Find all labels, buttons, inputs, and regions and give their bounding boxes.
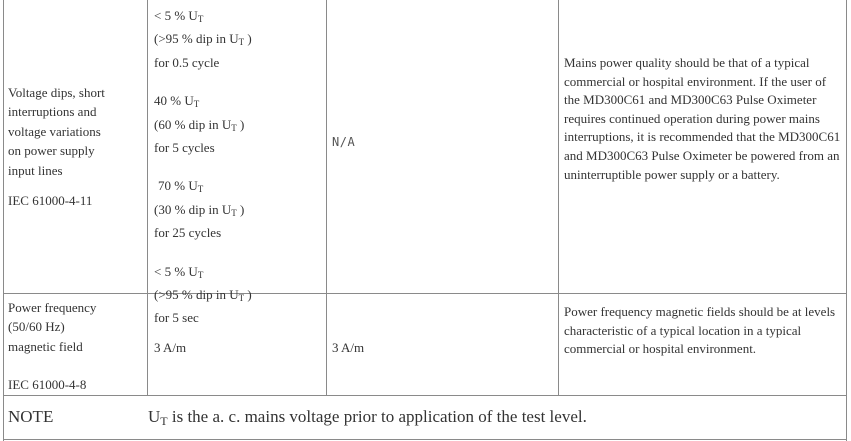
test-level-block: < 5 % $U_T$ (>95 % dip in $U_T$ ) for 5 sec bbox=[154, 262, 324, 328]
test-level-block: 70 % $U_T$ bbox=[158, 178, 204, 195]
dip-text: (>95 % dip in U bbox=[154, 31, 239, 47]
row2-phenomenon-cell bbox=[8, 298, 146, 395]
note-text bbox=[148, 407, 587, 431]
note-body: is the a. c. mains voltage prior to application of the test level. bbox=[167, 407, 587, 426]
row1-test-level-cell bbox=[154, 6, 324, 328]
row-divider-2 bbox=[3, 395, 847, 396]
row2-test-level-cell bbox=[154, 338, 324, 357]
note-label: NOTE bbox=[8, 407, 54, 426]
test-level-block: < 5 % $U_T$ (>95 % dip in $U_T$ ) for 0.5 cycle bbox=[154, 6, 324, 72]
test-level-block-cont: (30 % dip in $U_T$ ) for 25 cycles bbox=[154, 200, 324, 243]
note-subscript: T bbox=[160, 414, 168, 428]
compliance-value: 3 A/m bbox=[332, 340, 365, 355]
test-level-value: < 5 % U bbox=[154, 8, 198, 23]
row-divider-1 bbox=[3, 293, 847, 294]
test-level-value: < 5 % U bbox=[154, 263, 198, 279]
phenomenon-line: magnetic field bbox=[8, 338, 83, 354]
row1-phenomenon-cell bbox=[8, 83, 146, 210]
phenomenon-line: interruptions and bbox=[8, 104, 97, 120]
dip-text: (30 % dip in U bbox=[154, 201, 232, 217]
test-level-value: 3 A/m bbox=[154, 340, 187, 355]
test-level-value: 70 % U bbox=[158, 178, 198, 194]
duration-text: for 25 cycles bbox=[154, 225, 222, 241]
phenomenon-line: on power supply bbox=[8, 143, 95, 159]
dip-text: (60 % dip in U bbox=[154, 116, 232, 132]
column-divider-3 bbox=[558, 0, 559, 396]
compliance-value: N/A bbox=[332, 135, 356, 149]
standard-ref: IEC 61000-4-11 bbox=[8, 193, 93, 209]
table-border-bottom bbox=[3, 439, 847, 440]
row1-guidance-cell bbox=[564, 54, 843, 184]
phenomenon-line: input lines bbox=[8, 162, 63, 178]
phenomenon-line: (50/60 Hz) bbox=[8, 319, 65, 335]
guidance-text: Power frequency magnetic fields should be at levels characteristic of a typical location in a typical commercial or hospital environment. bbox=[564, 304, 836, 357]
subscript: T bbox=[197, 14, 204, 24]
guidance-text: Mains power quality should be that of a typical commercial or hospital environment. If the user of the MD300C61 and MD300C63 Pulse Oximeter requires continued operation during power mains interruptions, it is recommended that the MD300C61 and MD300C63 Pulse Oximeter be powered from an uninterruptible power supply or a battery. bbox=[564, 55, 841, 182]
row1-compliance-cell bbox=[332, 133, 552, 151]
note-symbol: U bbox=[148, 407, 161, 426]
table-border-left bbox=[3, 0, 4, 441]
duration-text: for 5 cycles bbox=[154, 140, 215, 156]
column-divider-2 bbox=[326, 0, 327, 396]
duration-text: for 5 sec bbox=[154, 310, 199, 326]
phenomenon-line: Power frequency bbox=[8, 300, 97, 315]
row2-compliance-cell bbox=[332, 338, 552, 357]
row2-guidance-cell bbox=[564, 303, 843, 359]
column-divider-1 bbox=[147, 0, 148, 396]
duration-text: for 0.5 cycle bbox=[154, 54, 220, 70]
standard-ref: IEC 61000-4-8 bbox=[8, 377, 87, 393]
phenomenon-line: voltage variations bbox=[8, 123, 101, 139]
dip-text: (>95 % dip in U bbox=[154, 287, 239, 303]
test-level-value: 40 % U bbox=[154, 93, 194, 109]
test-level-block: 40 % $U_T$ (60 % dip in $U_T$ ) for 5 cycles bbox=[154, 91, 324, 157]
table-border-right bbox=[846, 0, 847, 441]
phenomenon-line: Voltage dips, short bbox=[8, 85, 105, 100]
